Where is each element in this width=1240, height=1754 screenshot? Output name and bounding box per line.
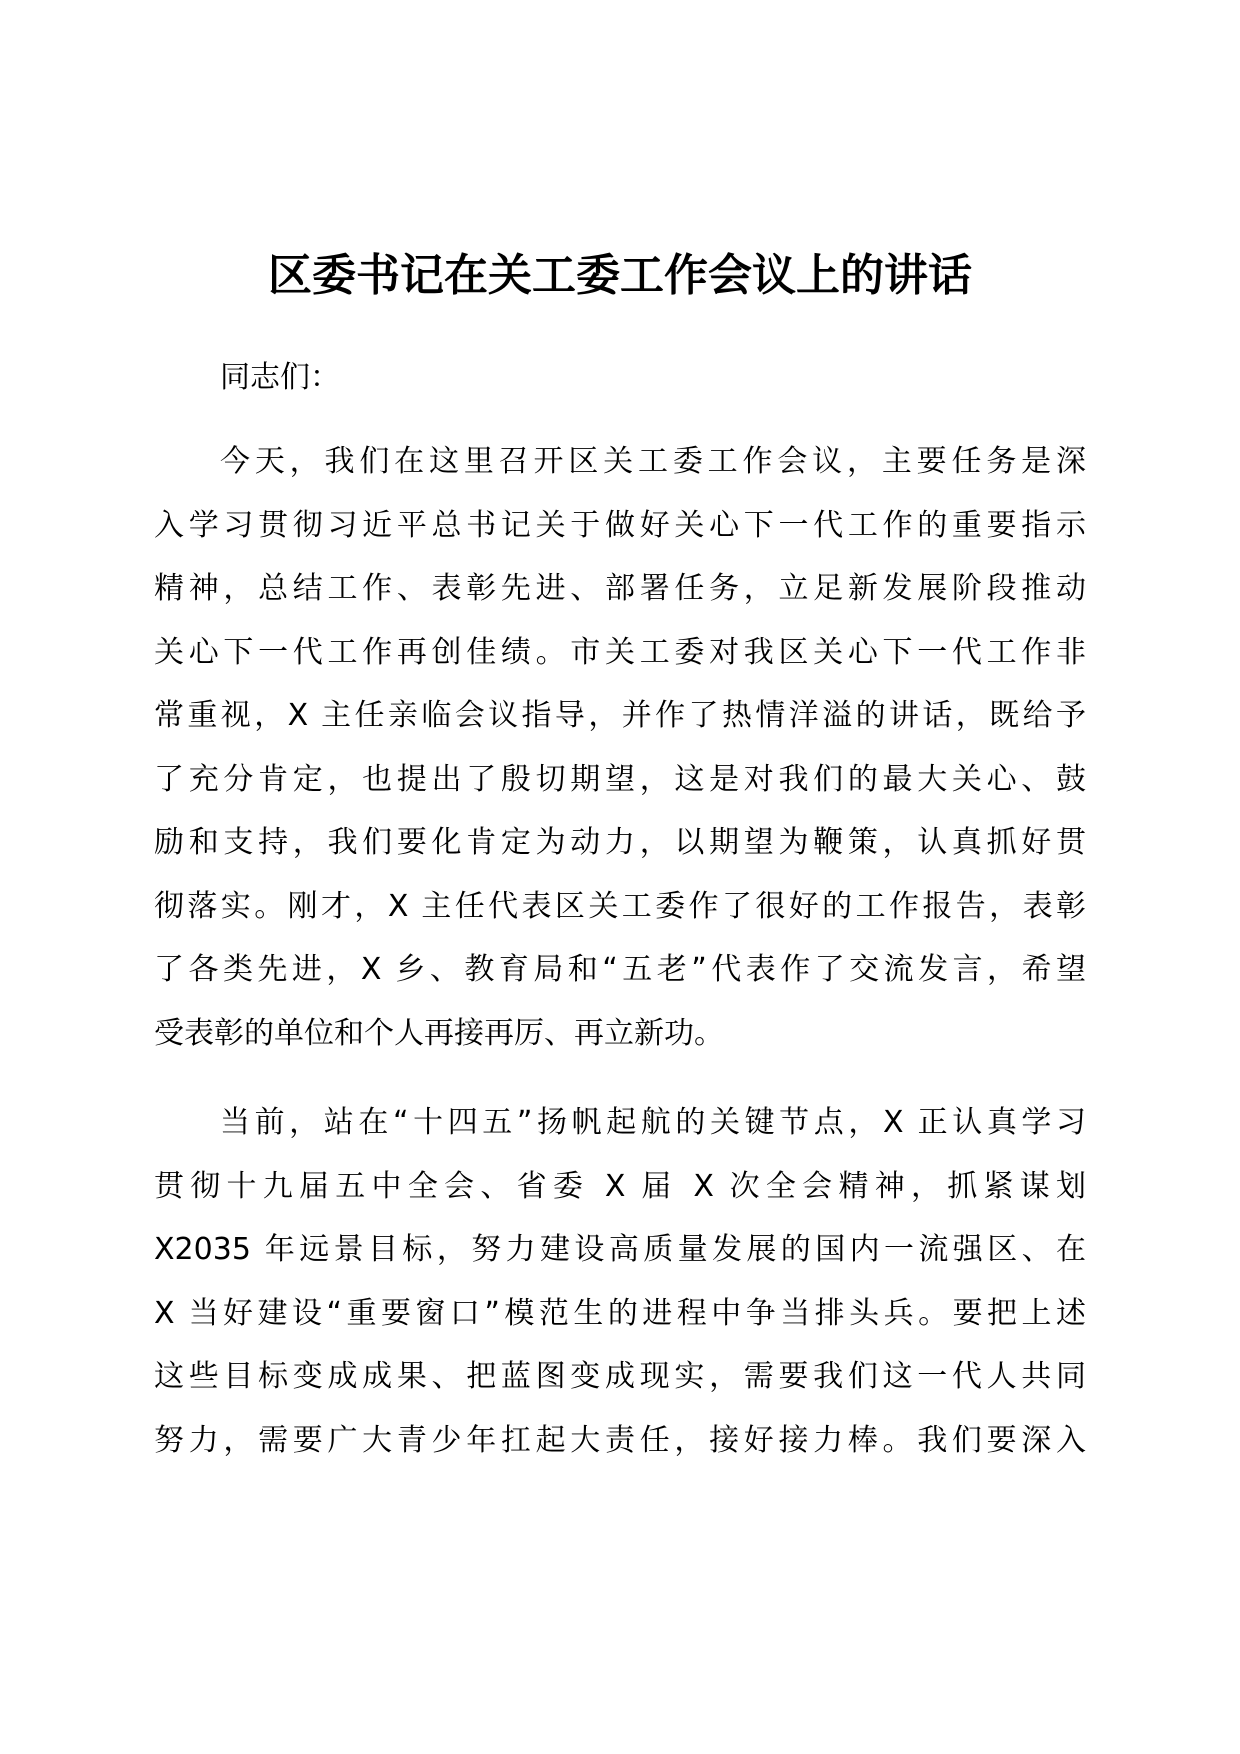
paragraph-2 (154, 1091, 1086, 1472)
document-title: 区委书记在关工委工作会议上的讲话 (268, 250, 972, 301)
paragraph-line: 彻落实。刚才，X 主任代表区关工委作了很好的工作报告，表彰 (154, 888, 1086, 924)
paragraph-line: 受表彰的单位和个人再接再厉、再立新功。 (154, 1015, 724, 1051)
paragraph-line: 励和支持，我们要化肯定为动力，以期望为鞭策，认真抓好贯 (154, 825, 1086, 860)
paragraph-line: 这些目标变成成果、把蓝图变成现实，需要我们这一代人共同 (154, 1359, 1086, 1394)
paragraph-line: 当前，站在“十四五”扬帆起航的关键节点，X 正认真学习 (220, 1105, 1086, 1140)
paragraph-line: 关心下一代工作再创佳绩。市关工委对我区关心下一代工作非 (154, 634, 1086, 670)
salutation: 同志们： (220, 360, 340, 395)
paragraph-line: 努力，需要广大青少年扛起大责任，接好接力棒。我们要深入 (154, 1422, 1086, 1458)
paragraph-line: 常重视，X 主任亲临会议指导，并作了热情洋溢的讲话，既给予 (154, 698, 1086, 733)
paragraph-line: 贯彻十九届五中全会、省委 X 届 X 次全会精神，抓紧谋划 (154, 1168, 1086, 1204)
paragraph-line: X2035 年远景目标，努力建设高质量发展的国内一流强区、在 (154, 1232, 1086, 1267)
paragraph-1 (154, 430, 1086, 1065)
paragraph-line: 了充分肯定，也提出了殷切期望，这是对我们的最大关心、鼓 (154, 761, 1086, 797)
paragraph-line: 了各类先进，X 乡、教育局和“五老”代表作了交流发言，希望 (154, 952, 1086, 987)
paragraph-line: 今天，我们在这里召开区关工委工作会议，主要任务是深 (220, 444, 1086, 479)
paragraph-line: 精神，总结工作、表彰先进、部署任务，立足新发展阶段推动 (154, 571, 1086, 606)
paragraph-line: X 当好建设“重要窗口”模范生的进程中争当排头兵。要把上述 (154, 1295, 1086, 1331)
paragraph-line: 入学习贯彻习近平总书记关于做好关心下一代工作的重要指示 (154, 507, 1086, 543)
